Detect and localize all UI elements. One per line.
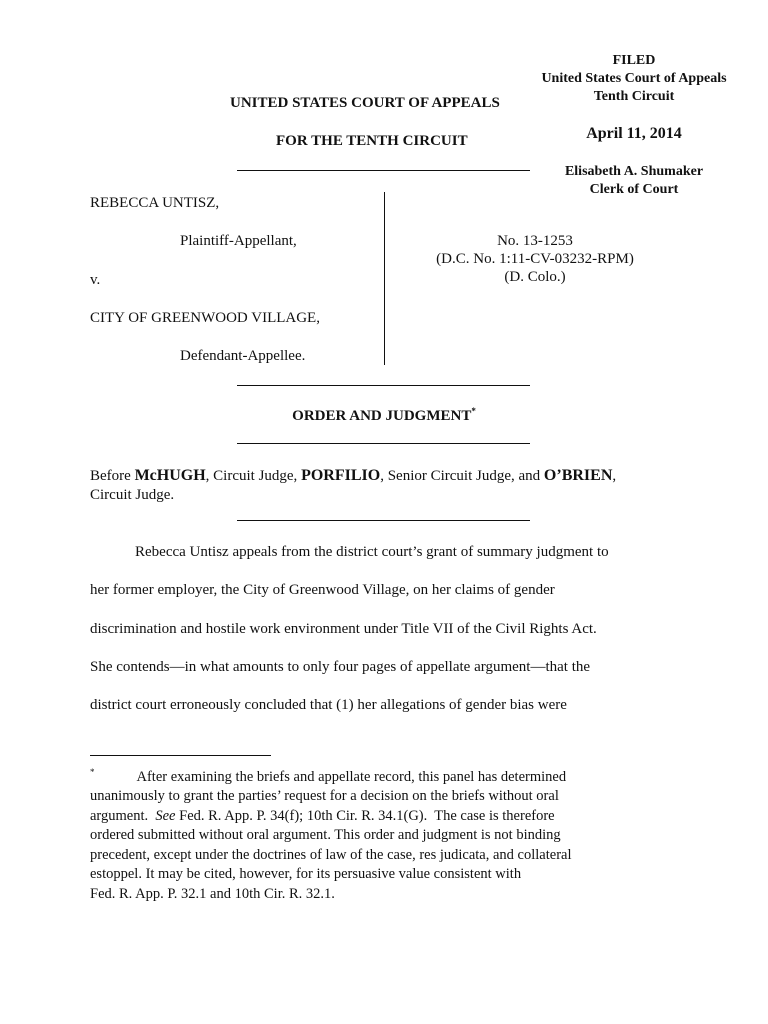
clerk-block [528,163,740,199]
plaintiff-role: Plaintiff-Appellant, [180,233,297,249]
dc-number: (D.C. No. 1:11-CV-03232-RPM) [436,251,634,267]
body-line-1: Rebecca Untisz appeals from the district court’s grant of summary judgment to [135,544,609,560]
body-line-4: She contends—in what amounts to only four pages of appellate argument—that the [90,659,591,675]
filed-label: FILED [612,53,656,68]
case-number: No. 13-1253 [497,233,573,249]
judge3-title: , [612,468,617,484]
defendant-name: CITY OF GREENWOOD VILLAGE, [90,310,320,326]
rule-below-panel [237,520,530,521]
footnote-see: See [155,807,176,824]
district: (D. Colo.) [504,269,566,285]
plaintiff-name: REBECCA UNTISZ, [90,195,220,211]
defendant-role: Defendant-Appellee. [180,348,306,364]
stamp-court: United States Court of Appeals [541,71,727,86]
rule-above-title [237,385,530,386]
court-heading-line1: UNITED STATES COURT OF APPEALS [230,95,500,111]
clerk-name: Elisabeth A. Shumaker [564,164,704,179]
footnote-line4: ordered submitted without oral argument. This order and judgment is not binding [90,827,561,844]
filed-stamp [528,52,740,106]
footnote-star: * [90,767,95,777]
judge-mchugh: McHUGH [134,467,206,484]
filed-date: April 11, 2014 [586,125,682,142]
judge-porfilio: PORFILIO [301,467,381,484]
footnote-line3-post: Fed. R. App. P. 34(f); 10th Cir. R. 34.1(G). The case is therefore [175,807,555,824]
order-title [0,406,768,425]
footnote-line1-text: After examining the briefs and appellate record, this panel has determined [136,768,567,785]
rule-below-title [237,443,530,444]
footnote-line2: unanimously to grant the parties’ request for a decision on the briefs without oral [90,788,559,805]
body-line-5: district court erroneously concluded that (1) her allegations of gender bias were [90,697,567,713]
panel-line1 [90,466,690,486]
stamp-circuit: Tenth Circuit [593,89,675,104]
body-line-2: her former employer, the City of Greenwood Village, on her claims of gender [90,582,555,598]
judge2-title: , Senior Circuit Judge, and [380,468,544,484]
footnote-line3 [90,807,690,827]
footnote-line5: precedent, except under the doctrines of law of the case, res judicata, and collateral [90,846,572,863]
versus: v. [90,272,101,288]
footnote-line6: estoppel. It may be cited, however, for its persuasive value consistent with [90,866,522,883]
body-line-3: discrimination and hostile work environment under Title VII of the Civil Rights Act. [90,621,597,637]
footnote-rule [90,755,271,756]
order-title-text: ORDER AND JUDGMENT [292,408,472,424]
footnote-line1 [90,763,690,787]
panel-before: Before [90,468,135,484]
panel-paragraph [90,466,690,505]
judge-obrien: O’BRIEN [543,467,613,484]
footnote-line3-pre: argument. [90,807,156,824]
court-heading-line2: FOR THE TENTH CIRCUIT [276,133,468,149]
rule-top [237,170,530,171]
clerk-title: Clerk of Court [589,182,679,197]
panel-line2: Circuit Judge. [90,487,175,503]
footnote-marker: * [471,406,476,416]
caption-divider [384,192,385,365]
judge1-title: , Circuit Judge, [205,468,302,484]
footnote [90,763,690,904]
docket-block [390,232,680,286]
footnote-line7: Fed. R. App. P. 32.1 and 10th Cir. R. 32.1. [90,885,335,902]
